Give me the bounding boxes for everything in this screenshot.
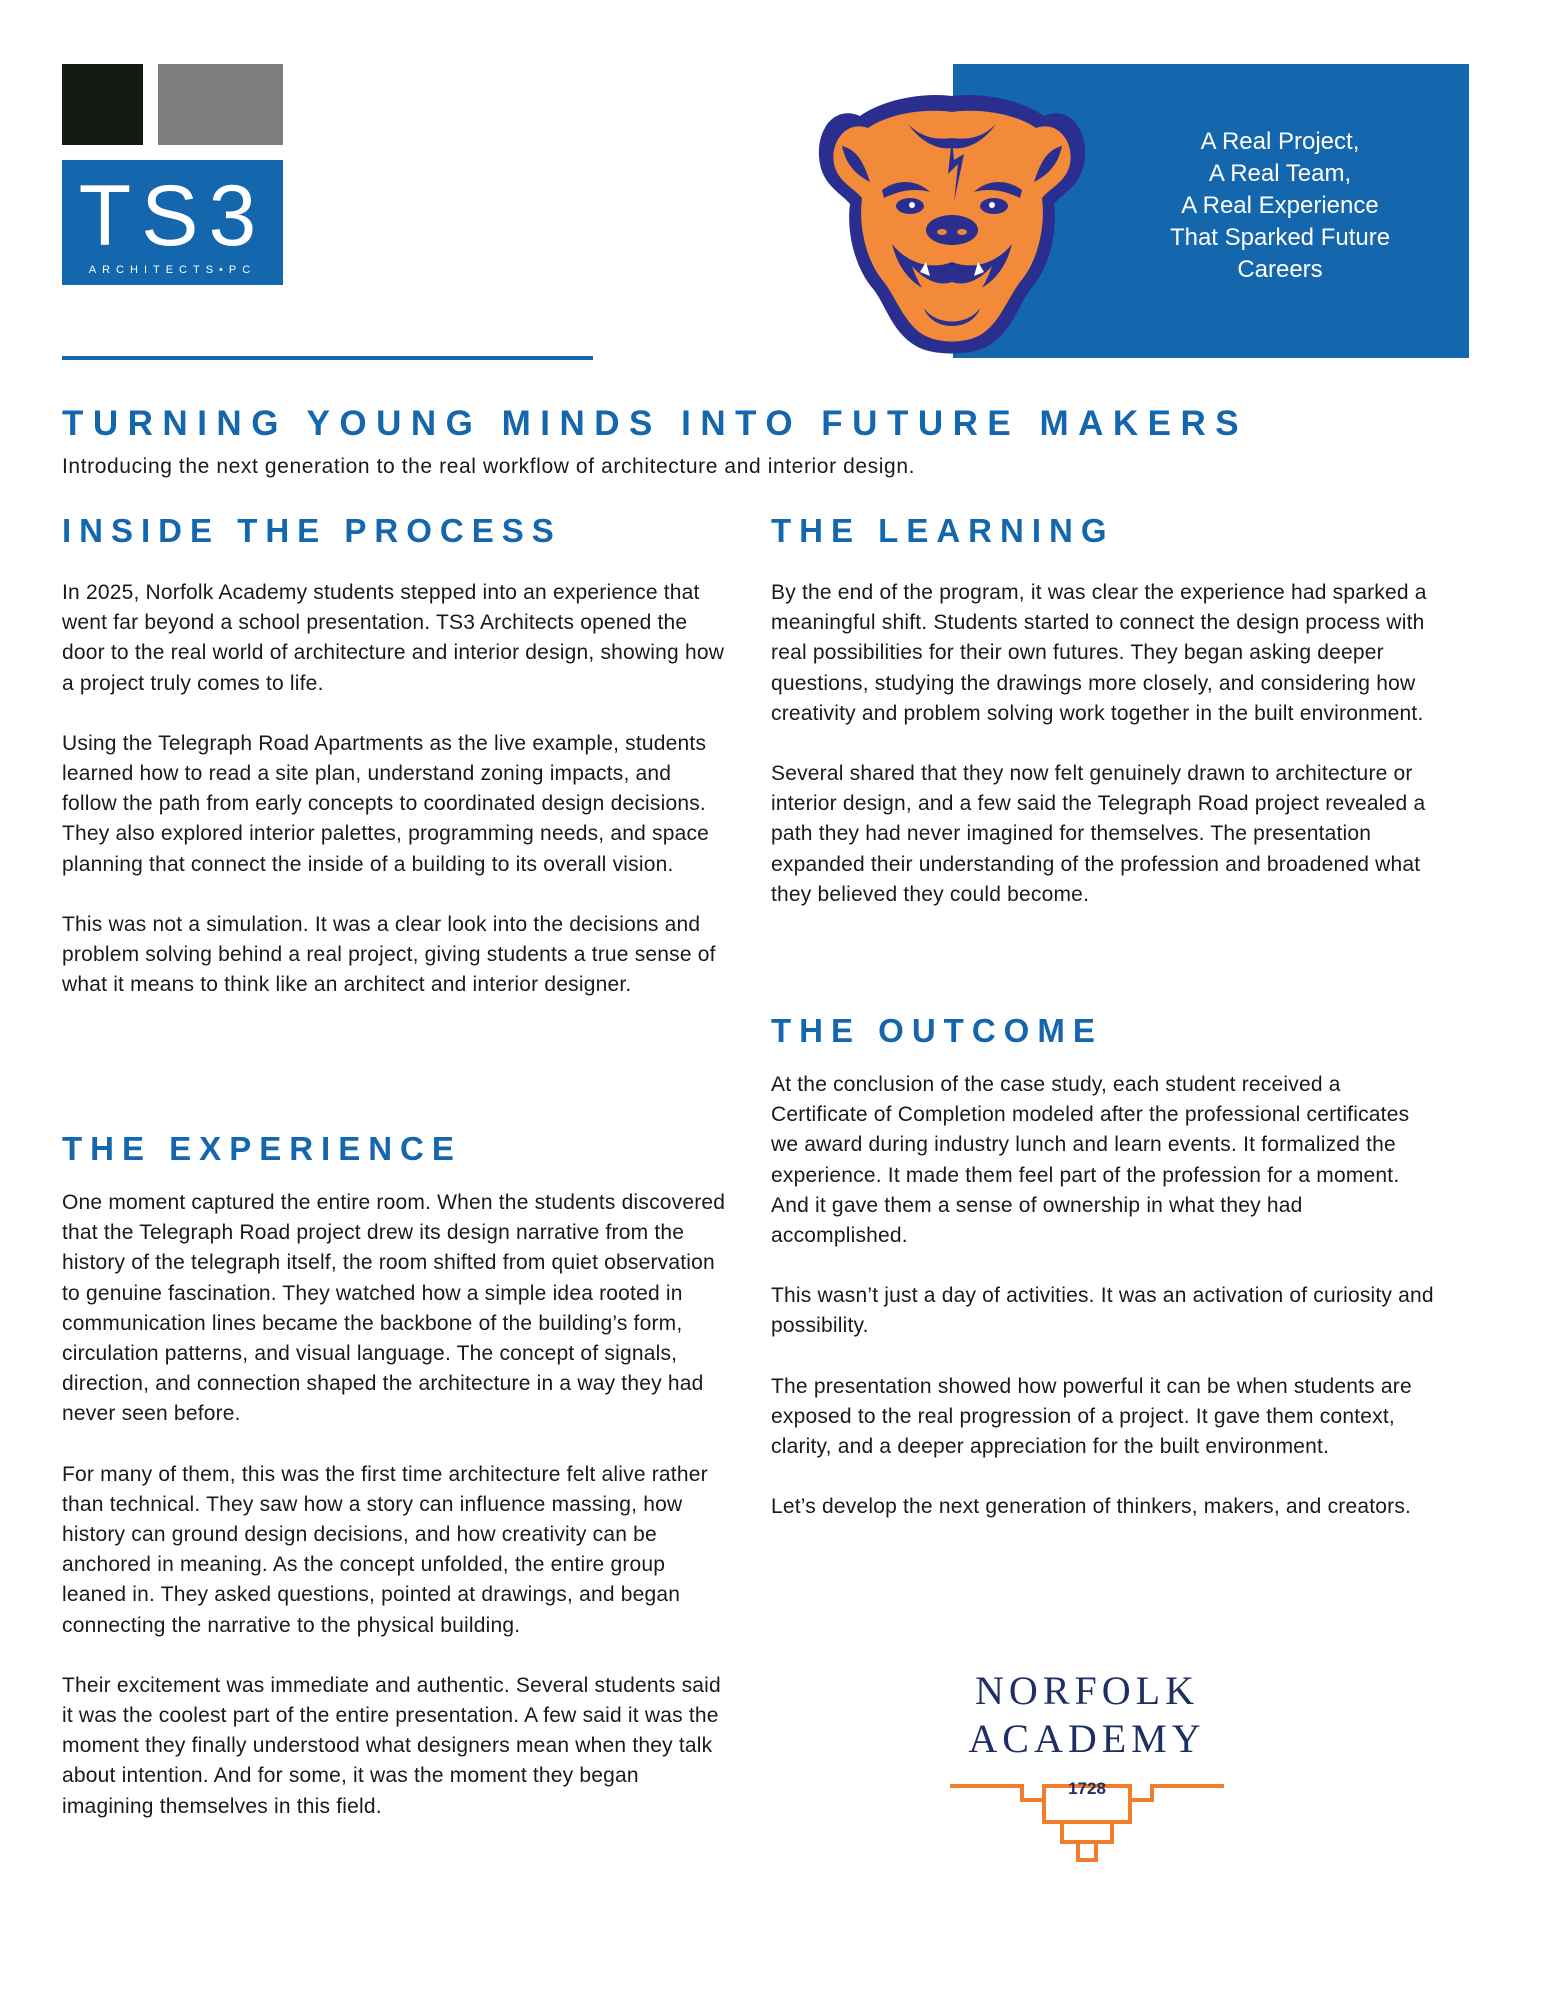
section-title: THE OUTCOME	[771, 1012, 1103, 1049]
paragraph: One moment captured the entire room. When the students discovered that the Telegraph Road project drew its design narrative from the history of the telegraph itself, the room shifted from quiet observation to genuine fascination. They watched how a simple idea rooted in communication lines became the backbone of the building’s form, circulation patterns, and visual language. The concept of signals, direction, and connection shaped the architecture in a way they had never seen before.	[62, 1191, 726, 1426]
paragraph: At the conclusion of the case study, each student received a Certificate of Completion modeled after the professional certificates we award during industry lunch and learn events. It formalized the experience. It made them feel part of the profession for a moment. And it gave them a sense of ownership in what they had accomplished.	[771, 1073, 1410, 1248]
paragraph: By the end of the program, it was clear the experience had sparked a meaningful shift. Students started to connect the design process with real possibilities for their own futures. They began asking deeper questions, studying the drawings more closely, and considering how creativity and problem solving work together in the built environment.	[771, 581, 1427, 725]
norfolk-academy-logo	[950, 1668, 1224, 1864]
page-subtitle: Introducing the next generation to the real workflow of architecture and interior design.	[62, 455, 916, 478]
section-title: THE EXPERIENCE	[62, 1130, 462, 1167]
section-title: INSIDE THE PROCESS	[62, 512, 562, 549]
bulldog-mascot-icon	[812, 94, 1092, 358]
logo-line-academy: ACADEMY	[968, 1716, 1206, 1761]
header-rule	[62, 356, 593, 360]
paragraph: Several shared that they now felt genuinely drawn to architecture or interior design, and a few said the Telegraph Road project revealed a path they had never imagined for themselves. The presentation expanded their understanding of the profession and broadened what they believed they could become.	[771, 762, 1426, 906]
tagline-line: A Real Experience	[1181, 192, 1379, 219]
paragraph: In 2025, Norfolk Academy students stepped into an experience that went far beyond a school presentation. TS3 Architects opened the door to the real world of architecture and interior design, showing how a project truly comes to life.	[62, 581, 725, 695]
section-title: THE LEARNING	[771, 512, 1115, 549]
paragraph: Their excitement was immediate and authentic. Several students said it was the coolest part of the entire presentation. A few said it was the moment they finally understood what designers mean when they talk about intention. And for some, it was the moment they began imagining themselves in this field.	[62, 1673, 721, 1818]
paragraph: Let’s develop the next generation of thinkers, makers, and creators.	[771, 1495, 1412, 1519]
tagline-line: A Real Team,	[1208, 160, 1352, 187]
page-title: TURNING YOUNG MINDS INTO FUTURE MAKERS	[62, 404, 1249, 443]
paragraph: For many of them, this was the first time architecture felt alive rather than technical. They saw how a story can influence massing, how history can ground design decisions, and how creativity can be anchored in meaning. As the concept unfolded, the entire group leaned in. They asked questions, pointed at drawings, and began connecting the narrative to the physical building.	[62, 1462, 708, 1637]
tagline-line: That Sparked Future	[1169, 224, 1391, 251]
logo-wordmark: TS3	[78, 168, 267, 264]
logo-line-norfolk: NORFOLK	[975, 1668, 1199, 1713]
tagline-line: Careers	[1237, 256, 1323, 283]
section-outcome	[771, 1012, 1441, 1552]
tagline-line: A Real Project,	[1200, 128, 1360, 155]
paragraph: Using the Telegraph Road Apartments as the live example, students learned how to read a site plan, understand zoning impacts, and follow the path from early concepts to coordinated design decisions. They also explored interior palettes, programming needs, and space planning that connect the inside of a building to its overall vision.	[62, 731, 710, 876]
hero-tagline	[1130, 126, 1430, 286]
section-process	[62, 512, 730, 1030]
paragraph: This was not a simulation. It was a clear look into the decisions and problem solving behind a real project, giving students a true sense of what it means to think like an architect and interior designer.	[62, 912, 716, 997]
logo-year: 1728	[1068, 1779, 1106, 1798]
section-experience	[62, 1130, 730, 1852]
paragraph: This wasn’t just a day of activities. It was an activation of curiosity and possibility.	[771, 1284, 1434, 1338]
logo-subtitle: ARCHITECTS•PC	[88, 264, 257, 276]
logo-dark-square	[62, 64, 143, 145]
ts3-logo	[62, 160, 283, 285]
section-learning	[771, 512, 1441, 940]
logo-gray-square	[158, 64, 283, 145]
paragraph: The presentation showed how powerful it can be when students are exposed to the real progression of a project. It gave them context, clarity, and a deeper appreciation for the built environment.	[771, 1374, 1412, 1459]
